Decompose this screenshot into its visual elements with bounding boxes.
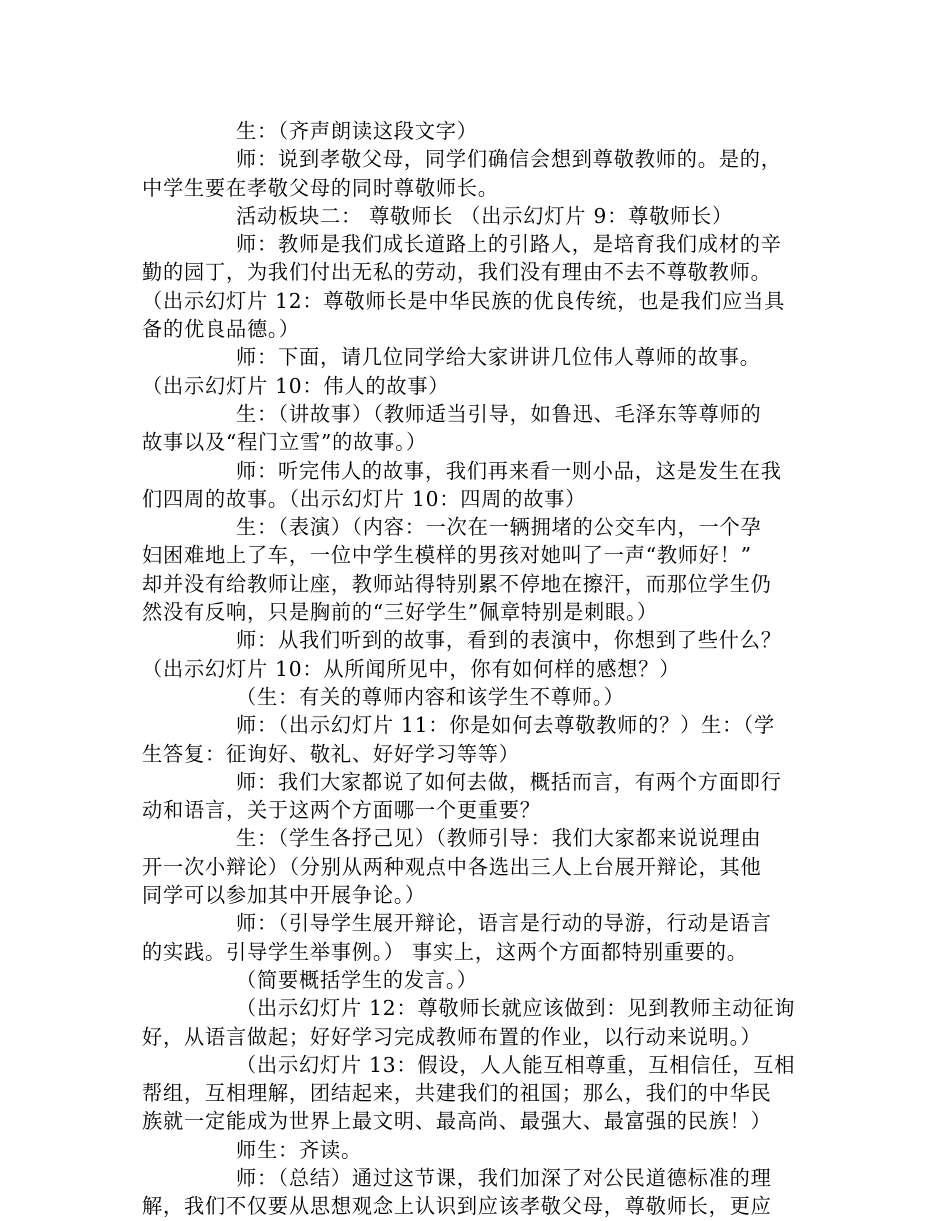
- text-line: 师：教师是我们成长道路上的引路人，是培育我们成材的辛: [236, 232, 782, 257]
- text-line: 解，我们不仅要从思想观念上认识到应该孝敬父母，尊敬师长，更应: [142, 1194, 772, 1219]
- text-line: 师：（引导学生展开辩论，语言是行动的导游，行动是语言: [236, 911, 772, 936]
- text-line: 生：（齐声朗读这段文字）: [236, 119, 478, 143]
- text-line: （出示幻灯片 10：伟人的故事）: [142, 373, 450, 398]
- text-line: 族就一定能成为世界上最文明、最高尚、最强大、最富强的民族！）: [142, 1109, 772, 1134]
- text-line: 然没有反响，只是胸前的“三好学生”佩章特别是刺眼。）: [142, 600, 658, 625]
- text-line: 的实践。引导学生举事例。） 事实上，这两个方面都特别重要的。: [142, 939, 748, 964]
- text-line: 故事以及“程门立雪”的故事。）: [142, 430, 427, 455]
- text-line: 们四周的故事。（出示幻灯片 10：四周的故事）: [142, 486, 587, 511]
- text-line: 帮组，互相理解，团结起来，共建我们的祖国；那么，我们的中华民: [142, 1081, 772, 1106]
- text-line: 生：（讲故事）（教师适当引导，如鲁迅、毛泽东等尊师的: [236, 401, 762, 426]
- text-line: 好，从语言做起；好好学习完成教师布置的作业，以行动来说明。）: [142, 1024, 762, 1049]
- text-line: 生：（学生各抒己见）（教师引导：我们大家都来说说理由: [236, 826, 762, 851]
- text-line: 同学可以参加其中开展争论。）: [142, 883, 426, 908]
- text-line: （出示幻灯片 13：假设，人人能互相尊重，互相信任，互相: [236, 1052, 796, 1077]
- text-line: 师：听完伟人的故事，我们再来看一则小品，这是发生在我: [236, 458, 782, 483]
- text-line: 备的优良品德。）: [142, 317, 300, 342]
- text-line: （简要概括学生的发言。）: [236, 967, 478, 992]
- text-line: 中学生要在孝敬父母的同时尊敬师长。: [142, 175, 499, 200]
- text-line: （出示幻灯片 12：尊敬师长是中华民族的优良传统，也是我们应当具: [142, 288, 786, 313]
- text-line: 生答复：征询好、敬礼、好好学习等等）: [142, 741, 520, 766]
- text-line: （出示幻灯片 10：从所闻所见中，你有如何样的感想？）: [142, 656, 681, 681]
- document-page: [142, 117, 810, 1221]
- text-line: 师：说到孝敬父母，同学们确信会想到尊敬教师的。是的，: [236, 147, 782, 172]
- text-line: 师：我们大家都说了如何去做，概括而言，有两个方面即行: [236, 769, 782, 794]
- text-line: （出示幻灯片 12：尊敬师长就应该做到：见到教师主动征询: [236, 996, 796, 1021]
- text-line: 师生：齐读。: [236, 1137, 362, 1162]
- text-line: 开一次小辩论）（分别从两种观点中各选出三人上台展开辩论，其他: [142, 854, 762, 879]
- text-line: 活动板块二： 尊敬师长 （出示幻灯片 9：尊敬师长）: [236, 203, 734, 228]
- text-line: 动和语言，关于这两个方面哪一个更重要？: [142, 798, 541, 823]
- text-line: 却并没有给教师让座，教师站得特别累不停地在擦汗，而那位学生仍: [142, 571, 772, 596]
- text-line: 师：（总结）通过这节课，我们加深了对公民道德标准的理: [236, 1165, 772, 1190]
- text-line: 师：下面，请几位同学给大家讲讲几位伟人尊师的故事。: [236, 345, 761, 370]
- text-line: 师：（出示幻灯片 11：你是如何去尊敬教师的？）生：（学: [236, 713, 775, 738]
- text-line: 生：（表演）（内容：一次在一辆拥堵的公交车内，一个孕: [236, 515, 762, 540]
- text-line: （生：有关的尊师内容和该学生不尊师。）: [236, 684, 625, 709]
- text-line: 妇困难地上了车，一位中学生模样的男孩对她叫了一声“教师好！”: [142, 543, 752, 568]
- text-line: 勤的园丁，为我们付出无私的劳动，我们没有理由不去不尊敬教师。: [142, 260, 772, 285]
- text-line: 师：从我们听到的故事，看到的表演中，你想到了些什么？: [236, 628, 782, 653]
